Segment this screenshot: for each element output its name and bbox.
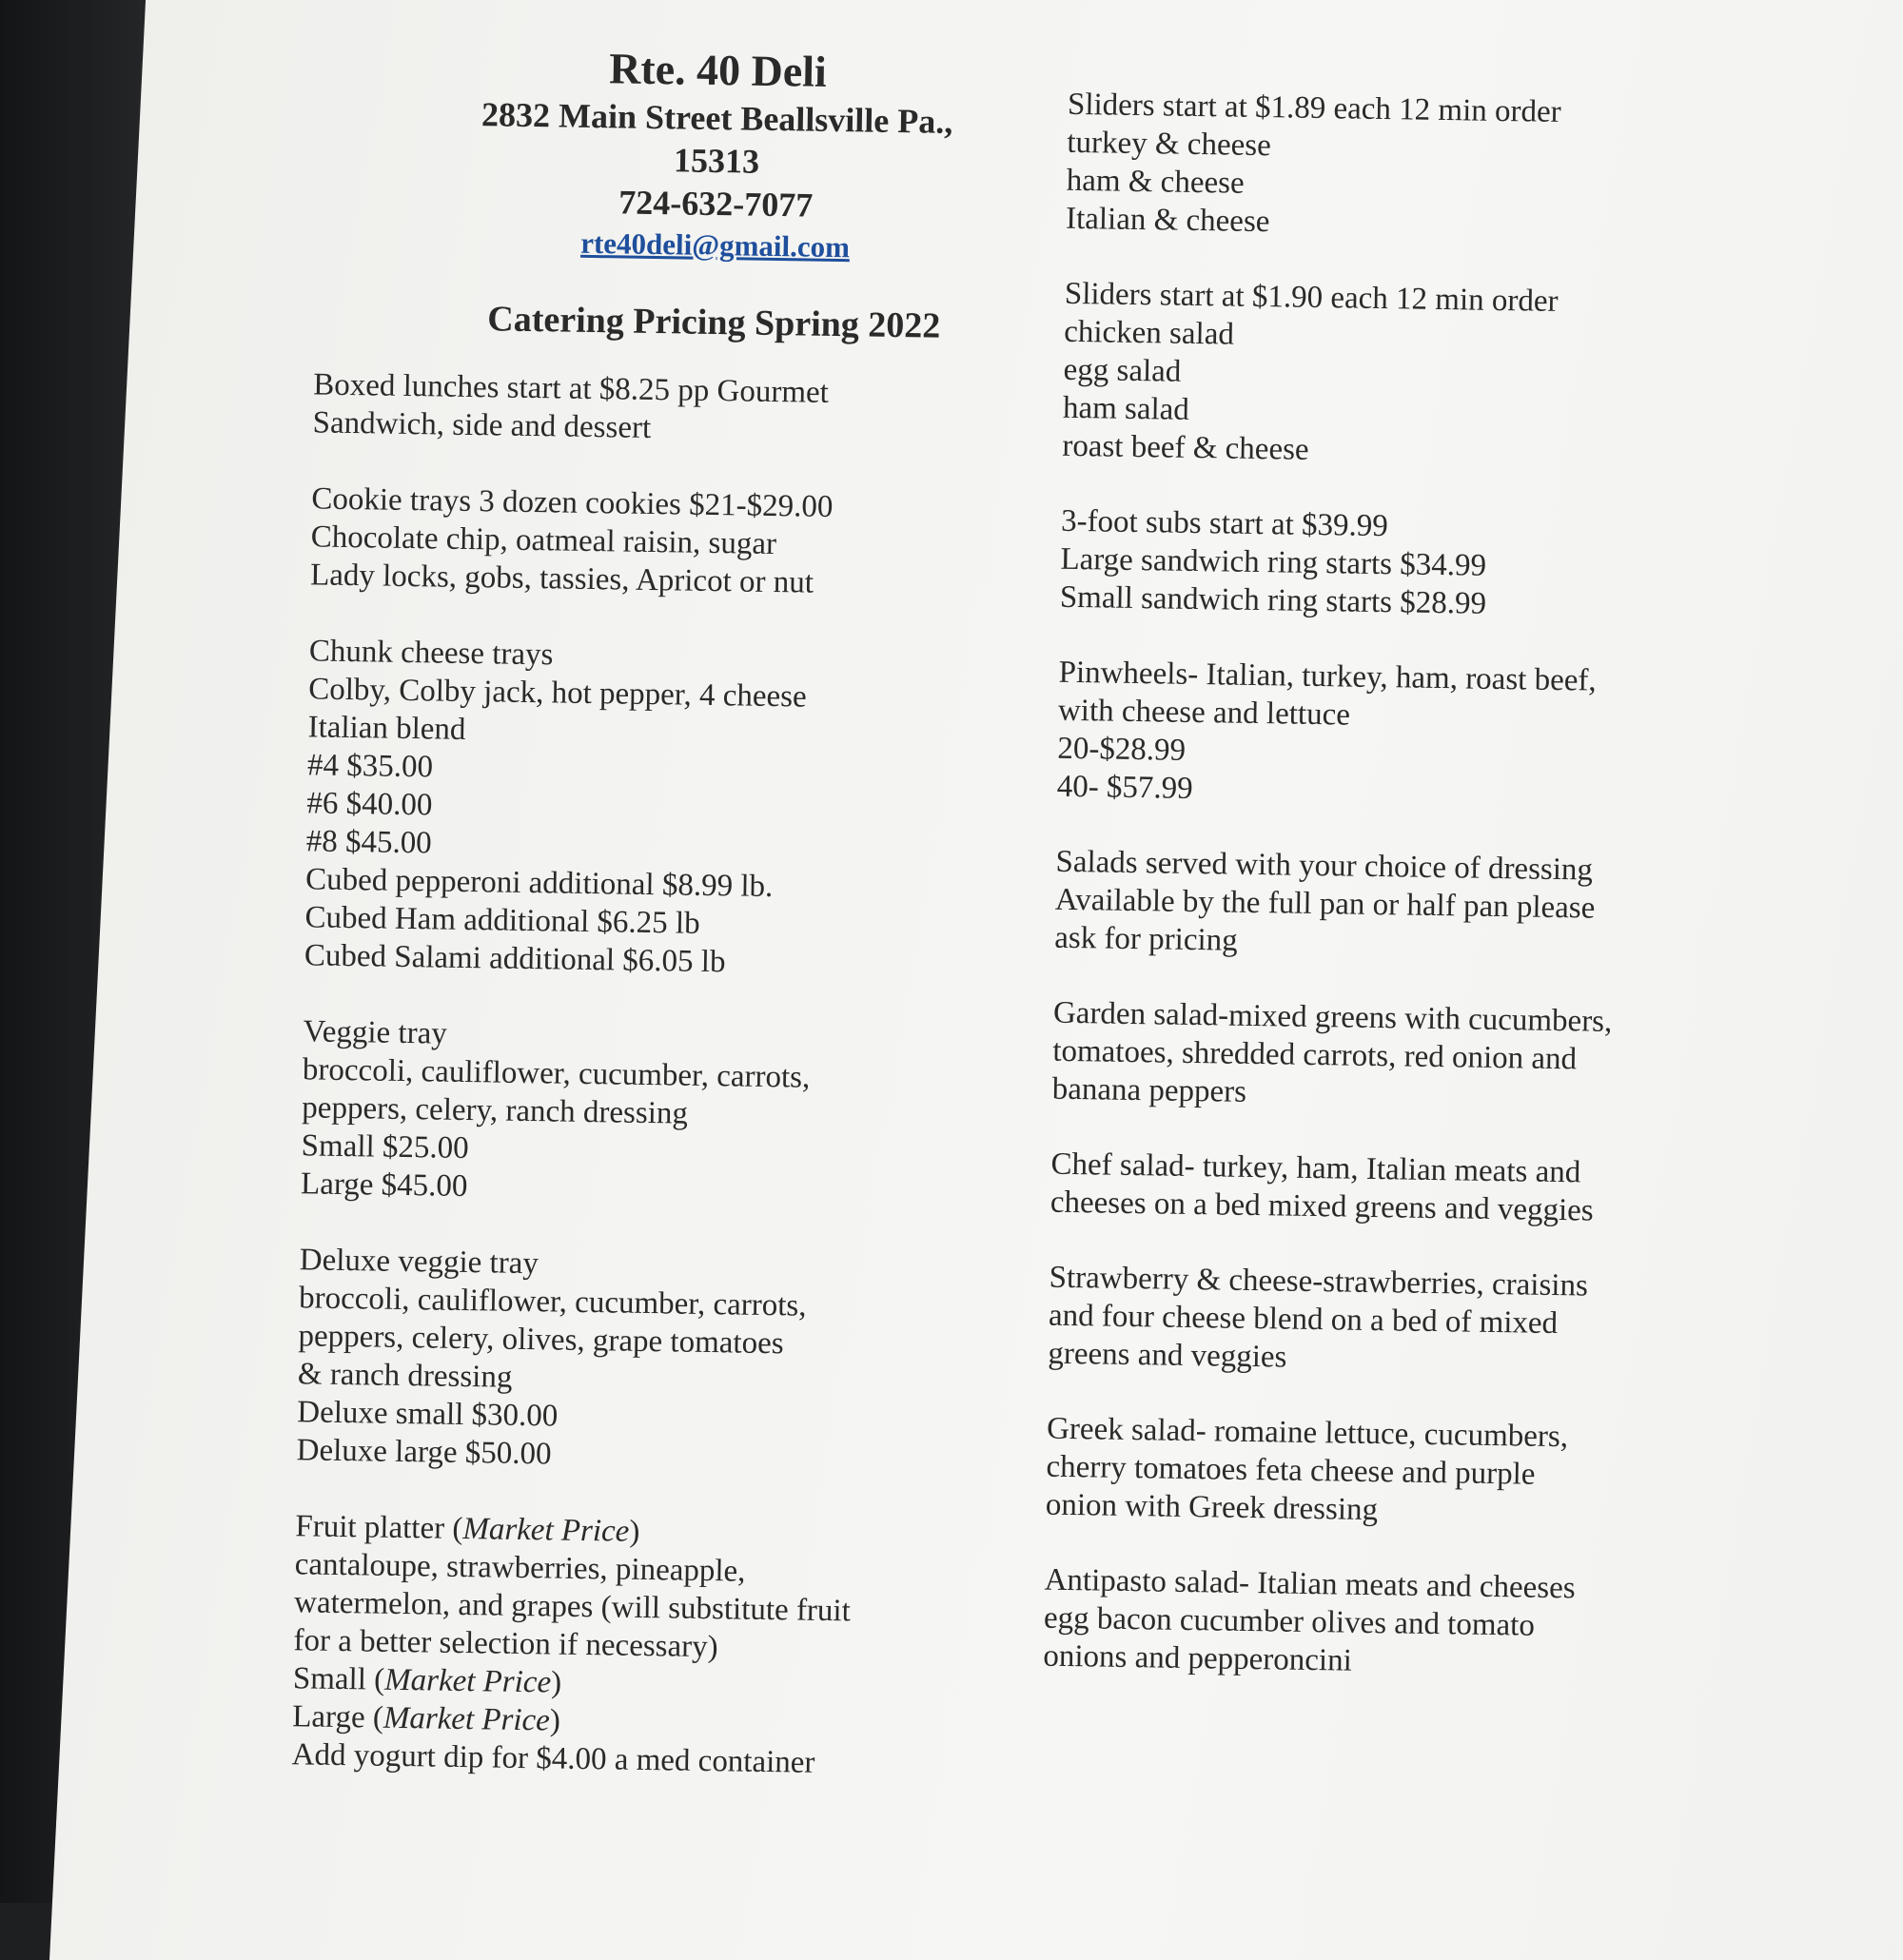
menu-line: watermelon, and grapes (will substitute fruit [293, 1585, 852, 1629]
paren-close: ) [550, 1665, 562, 1700]
right-column [1043, 86, 1715, 1685]
menu-line: egg bacon cucumber olives and tomato [1043, 1600, 1536, 1643]
deli-phone: 724-632-7077 [618, 183, 814, 225]
market-price-label: Market Price [462, 1512, 630, 1549]
menu-line: Deluxe small $30.00 [297, 1395, 559, 1434]
menu-line: 3-foot subs start at $39.99 [1060, 503, 1389, 544]
menu-line: Deluxe veggie tray [299, 1243, 540, 1282]
fruit-platter-title: Fruit platter ( [295, 1509, 463, 1547]
menu-line: cantaloupe, strawberries, pineapple, [294, 1547, 746, 1589]
menu-line: broccoli, cauliflower, cucumber, carrots, [298, 1281, 807, 1323]
menu-line: Sliders start at $1.90 each 12 min order [1064, 276, 1559, 319]
menu-line: cherry tomatoes feta cheese and purple [1046, 1449, 1536, 1492]
deli-email-link[interactable]: rte40deli@gmail.com [579, 225, 851, 265]
menu-line: onions and pepperoncini [1043, 1638, 1353, 1678]
market-price-label: Market Price [383, 1662, 552, 1700]
menu-line: Sandwich, side and dessert [312, 405, 652, 445]
menu-line: roast beef & cheese [1062, 428, 1309, 467]
menu-line: Pinwheels- Italian, turkey, ham, roast beef, [1058, 655, 1597, 698]
veggie-tray-section [301, 1012, 970, 1213]
menu-line: Large $45.00 [300, 1166, 468, 1205]
fruit-large-label: Large ( [291, 1699, 384, 1735]
menu-line: #4 $35.00 [306, 748, 434, 785]
menu-line: Large sandwich ring starts $34.99 [1060, 541, 1487, 583]
menu-line: Chunk cheese trays [308, 634, 554, 673]
menu-line: #8 $45.00 [305, 824, 432, 861]
menu-line: Cubed Salami additional $6.05 lb [304, 938, 726, 980]
menu-line: tomatoes, shredded carrots, red onion and [1052, 1033, 1578, 1077]
deli-zip: 15313 [673, 141, 760, 181]
menu-line: Small sandwich ring starts $28.99 [1059, 579, 1487, 621]
menu-line: 40- $57.99 [1056, 769, 1194, 806]
menu-line: Boxed lunches start at $8.25 pp Gourmet [312, 367, 830, 410]
menu-line: broccoli, cauliflower, cucumber, carrots, [302, 1052, 811, 1095]
paren-close: ) [549, 1703, 561, 1738]
menu-line: ham & cheese [1066, 163, 1245, 201]
boxed-lunches-section [312, 365, 979, 452]
menu-line: Garden salad-mixed greens with cucumbers, [1052, 995, 1613, 1039]
greek-salad-section [1046, 1410, 1695, 1535]
sliders-section-1 [1066, 86, 1715, 248]
antipasto-salad-section [1043, 1561, 1692, 1686]
menu-line: Greek salad- romaine lettuce, cucumbers, [1046, 1411, 1569, 1455]
menu-line: Small $25.00 [301, 1128, 469, 1166]
menu-line: ham salad [1062, 390, 1190, 427]
menu-line: Add yogurt dip for $4.00 a med container [291, 1737, 815, 1780]
paren-close: ) [629, 1514, 640, 1549]
deli-name: Rte. 40 Deli [608, 44, 828, 96]
menu-line: #6 $40.00 [306, 786, 433, 823]
menu-line: ask for pricing [1053, 920, 1238, 958]
menu-line: cheeses on a bed mixed greens and veggies [1050, 1185, 1594, 1228]
menu-line: turkey & cheese [1067, 125, 1272, 164]
salads-intro-section [1054, 843, 1703, 968]
menu-line: Italian blend [307, 710, 466, 747]
menu-line: onion with Greek dressing [1045, 1487, 1379, 1528]
menu-line: Antipasto salad- Italian meats and cheeses [1044, 1562, 1576, 1606]
menu-title: Catering Pricing Spring 2022 [487, 299, 941, 346]
cookie-trays-section [310, 480, 978, 604]
market-price-label: Market Price [383, 1700, 551, 1738]
menu-line: Deluxe large $50.00 [296, 1433, 552, 1472]
menu-line: chicken salad [1063, 314, 1235, 352]
menu-line: Sliders start at $1.89 each 12 min order [1067, 87, 1561, 129]
menu-line: peppers, celery, olives, grape tomatoes [298, 1319, 784, 1362]
menu-line: Salads served with your choice of dressing [1055, 844, 1594, 888]
fruit-small-label: Small ( [292, 1661, 385, 1697]
garden-salad-section [1051, 994, 1700, 1119]
menu-line: peppers, celery, ranch dressing [302, 1090, 689, 1131]
strawberry-salad-section [1048, 1259, 1697, 1383]
menu-line: for a better selection if necessary) [293, 1623, 718, 1665]
left-column [291, 37, 985, 1784]
deli-address: 2832 Main Street Beallsville Pa., [481, 95, 953, 141]
deluxe-veggie-tray-section [296, 1241, 966, 1480]
menu-line: Colby, Colby jack, hot pepper, 4 cheese [307, 672, 807, 715]
menu-line: Lady locks, gobs, tassies, Apricot or nut [309, 558, 814, 600]
menu-line: Cookie trays 3 dozen cookies $21-$29.00 [311, 481, 834, 524]
menu-line: Available by the full pan or half pan please [1054, 882, 1596, 926]
menu-line: with cheese and lettuce [1057, 693, 1351, 733]
menu-line: Chef salad- turkey, ham, Italian meats and [1050, 1147, 1581, 1190]
menu-line: Chocolate chip, oatmeal raisin, sugar [310, 519, 777, 562]
menu-line: Veggie tray [303, 1014, 448, 1051]
menu-line: 20-$28.99 [1057, 731, 1187, 768]
menu-line: Cubed pepperoni additional $8.99 lb. [304, 862, 774, 905]
cheese-trays-section [304, 632, 976, 985]
menu-line: banana peppers [1051, 1071, 1247, 1109]
menu-line: & ranch dressing [297, 1357, 513, 1395]
menu-line: and four cheese blend on a bed of mixed [1048, 1298, 1559, 1342]
chef-salad-section [1050, 1146, 1698, 1232]
menu-line: Strawberry & cheese-strawberries, craisins [1049, 1260, 1589, 1303]
subs-rings-section [1060, 502, 1709, 627]
menu-line: egg salad [1063, 352, 1182, 389]
menu-header [352, 38, 1080, 351]
menu-line: Cubed Ham additional $6.25 lb [304, 900, 700, 941]
fruit-platter-section [291, 1507, 961, 1784]
menu-line: greens and veggies [1048, 1336, 1287, 1375]
menu-line: Italian & cheese [1065, 201, 1270, 240]
sliders-section-2 [1062, 275, 1712, 476]
pinwheels-section [1056, 654, 1705, 816]
